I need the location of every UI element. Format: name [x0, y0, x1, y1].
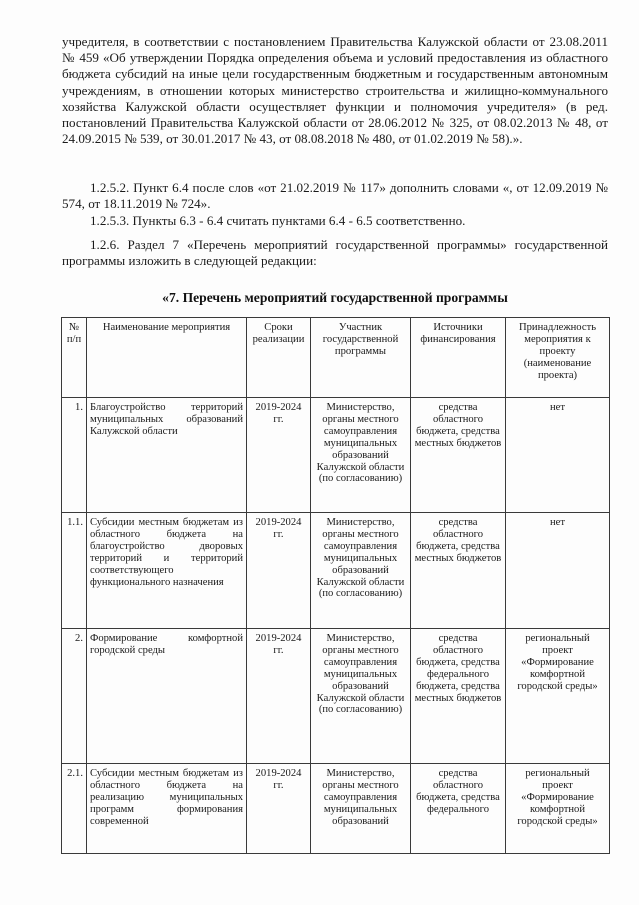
table-row — [62, 629, 610, 764]
header-source: Источники финансирования — [411, 318, 506, 398]
row-project: региональный проект «Формирование комфортной городской среды» — [506, 764, 610, 854]
row-name: Субсидии местным бюджетам из областного бюджета на реализацию муниципальных программ формирования современной — [87, 764, 247, 854]
row-participant: Министерство, органы местного самоуправления муниципальных образований Калужской области (по согласованию) — [311, 513, 411, 629]
table-row — [62, 764, 610, 854]
row-project: нет — [506, 513, 610, 629]
row-period: 2019-2024 гг. — [247, 764, 311, 854]
row-name: Субсидии местным бюджетам из областного бюджета на благоустройство дворовых территорий и территорий соответствующего функционального назначения — [87, 513, 247, 629]
header-period: Сроки реализации — [247, 318, 311, 398]
row-name: Формирование комфортной городской среды — [87, 629, 247, 764]
intro-paragraph-3: 1.2.5.3. Пункты 6.3 - 6.4 считать пунктами 6.4 - 6.5 соответственно. — [90, 213, 466, 228]
header-num: № п/п — [62, 318, 87, 398]
row-num: 2.1. — [62, 764, 87, 854]
intro-paragraph-1: учредителя, в соответствии с постановлением Правительства Калужской области от 23.08.2011 № 459 «Об утверждении Порядка определения объема и условий предоставления из областного бюджета субсидий на иные цели государственным бюджетным и государственным автономным учреждениям, в отношении которых министерство строительства и жилищно-коммунального хозяйства Калужской области осуществляет функции и полномочия учредителя» (в ред. постановлений Правительства Калужской области от 28.06.2012 № 325, от 08.02.2013 № 48, от 24.09.2015 № 539, от 30.01.2017 № 43, от 08.08.2018 № 480, от 01.02.2019 № 58).». — [62, 34, 608, 147]
row-source: средства областного бюджета, средства местных бюджетов — [411, 398, 506, 513]
row-num: 1.1. — [62, 513, 87, 629]
row-num: 1. — [62, 398, 87, 513]
row-num: 2. — [62, 629, 87, 764]
row-source: средства областного бюджета, средства федерального бюджета, средства местных бюджетов — [411, 629, 506, 764]
row-participant: Министерство, органы местного самоуправления муниципальных образований — [311, 764, 411, 854]
row-source: средства областного бюджета, средства местных бюджетов — [411, 513, 506, 629]
intro-paragraph-4: 1.2.6. Раздел 7 «Перечень мероприятий государственной программы» государственной программы изложить в следующей редакции: — [62, 237, 608, 269]
table-row — [62, 513, 610, 629]
row-name: Благоустройство территорий муниципальных образований Калужской области — [87, 398, 247, 513]
row-source: средства областного бюджета, средства федерального — [411, 764, 506, 854]
row-period: 2019-2024 гг. — [247, 629, 311, 764]
header-project: Принадлежность мероприятия к проекту (наименование проекта) — [506, 318, 610, 398]
row-participant: Министерство, органы местного самоуправления муниципальных образований Калужской области (по согласованию) — [311, 629, 411, 764]
row-project: нет — [506, 398, 610, 513]
row-project: региональный проект «Формирование комфортной городской среды» — [506, 629, 610, 764]
measures-table — [61, 317, 610, 854]
intro-paragraph-2: 1.2.5.2. Пункт 6.4 после слов «от 21.02.2019 № 117» дополнить словами «, от 12.09.2019 № 574, от 18.11.2019 № 724». — [62, 180, 608, 212]
header-name: Наименование мероприятия — [87, 318, 247, 398]
table-row — [62, 398, 610, 513]
table-header-row — [62, 318, 610, 398]
row-period: 2019-2024 гг. — [247, 398, 311, 513]
row-participant: Министерство, органы местного самоуправления муниципальных образований Калужской области (по согласованию) — [311, 398, 411, 513]
section-title: «7. Перечень мероприятий государственной программы — [162, 290, 508, 305]
row-period: 2019-2024 гг. — [247, 513, 311, 629]
header-participant: Участник государственной программы — [311, 318, 411, 398]
